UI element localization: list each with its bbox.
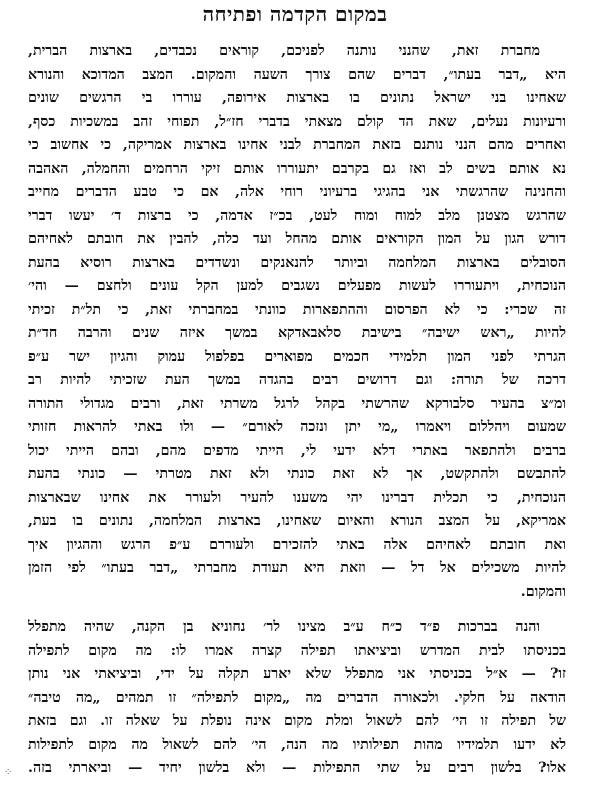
text-line: להתבשם ולהתקשט, אך לא זאת כונתי ולא זאת מטרתי — כונתי בהעת bbox=[28, 466, 566, 482]
text-line: אלו? בלשון רבים על שתי התפילות — ולא בלשון יחיד — וביארתי בזה. bbox=[28, 760, 566, 776]
text-line: והמקום. bbox=[520, 583, 566, 600]
text-line: לא ידעו תלמידיו מהות תפילותיו מה הנה, הי׳ להם לשאול מה מקום לתפילות bbox=[28, 736, 566, 753]
text-line: הסובלים בארצות המלחמה וביותר להנאנקים ונשדדים בארצות רוסיא בהעת bbox=[28, 254, 566, 271]
text-line: והחנינה שהרגשתי אני בהגיגי ברעיוני רוחי אלה, אם כי טבע הדברים מחייב bbox=[28, 184, 566, 200]
text-line: דורש הגון על המון הקוראים אותם מהחל ועד כלה, להבין את חובתם לאחיהם bbox=[28, 231, 566, 247]
paragraph-berachot bbox=[28, 616, 566, 781]
text-line: בכניסתו לבית המדרש וביציאתו תפילה קצרה אמרו לו: מה מקום לתפילה bbox=[28, 642, 566, 659]
text-line: של תפילה זו הי׳ להם לשאול ומלת מקום אינה נופלת על שאלה זו. וגם בזאת bbox=[28, 713, 566, 729]
text-line: להיות „ראש ישיבה״ בישיבת סלאבאדקא במשך איזה שנים והרבה חד״ת bbox=[28, 325, 566, 341]
text-line: אמריקא, על המצב הנורא והאיום שאחינו, בארצות המלחמה, נתונים בו בעת, bbox=[28, 513, 566, 529]
text-line: הגרתי לפני המון תלמידי חכמים מפוארים בפלפול עמוק והגיון ישר ע״פ bbox=[28, 348, 566, 365]
paragraph-intro bbox=[28, 40, 566, 604]
text-line: זו? — א״ל בכניסתי אני מתפלל שלא יארע תקלה על ידי, וביציאתי אני נותן bbox=[28, 666, 566, 682]
text-line: שהרגש מצטנן מלב למוח ומוח לעט, בכ״ז אדמה, כי ברצות ד׳ יעשו דברי bbox=[28, 207, 566, 224]
text-line: מחברת זאת, שהנני נותנה לפניכם, קוראים נכבדים, בארצות הברית, bbox=[28, 43, 540, 59]
text-line: זה שכרי: כי לא הפרסום וההתפארות כוונתי במחברתי זאת, כי תל״ת זכיתי bbox=[28, 301, 566, 318]
text-line: הודאה על חלקי. ולכאורה הדברים מה „מקום לתפילה״ זו תמהים „מה טיבה״ bbox=[28, 689, 566, 706]
text-line: דרכה של תורה: וגם דרושים רבים בהגדה במשך העת שזכיתי להיות רב bbox=[28, 372, 566, 388]
text-line: שאחינו בני ישראל נתונים בו בארצות אירופה, עוררו בי הרגשים שונים bbox=[28, 90, 566, 106]
document-body bbox=[28, 40, 566, 781]
text-line: נא אותם בשים לב ואז גם בקרבם יתעוררו אותם זיקי הרחמים והחמלה, האהבה bbox=[28, 160, 566, 177]
text-line: שמעום ויהללום ויאמרו „מי יתן ונזכה לאורם״ — ולו באתי להראות חזותי bbox=[28, 419, 566, 435]
scan-mark-icon: ⁘ bbox=[4, 767, 13, 778]
text-line: ומ״צ בהעיר סלבורקא שהרשתי בקהל לרגל משרתי זאת, ורבים מגדולי התורה bbox=[28, 395, 566, 412]
page-title: במקום הקדמה ופתיחה bbox=[202, 2, 388, 26]
text-line: הנוכחית, ויתעוררו לעשות מפעלים נשגבים למען הקל עונים ולחצם — והי׳ bbox=[28, 278, 566, 294]
text-line: ורעיונות נעלים, שאת הד קולם מצאתי בדברי חז״ל, תפוחי זהב במשכיות כסף, bbox=[28, 113, 566, 130]
text-line: היא „דבר בעתו״, דברים שהם צורך השעה והמקום. המצב המדוכא והנורא bbox=[28, 66, 566, 83]
text-line: להיות משכילים אל דל — וזאת היא תעודת מחברתי „דבר בעתו״ לפי הזמן bbox=[28, 560, 566, 576]
text-line: ברבים ולהתפאר באתרי דלא ידעי לי, הייתי מדפים מהם, ובהם הייתי יכול bbox=[28, 442, 566, 459]
text-line: ואת חובתם לאחיהם אלה באתי להזכירם ולעוררם ע״פ הרגש וההגיון איך bbox=[28, 536, 566, 553]
text-line: והנה בברכות פ״ד כ״ח ע״ב מצינו לר׳ נחוניא בן הקנה, שהיה מתפלל bbox=[28, 619, 540, 635]
text-line: ואחרים מהם הנני נותנם בזאת המחברת לבני אחינו בארצות אמריקה, כי אחשוב כי bbox=[28, 137, 566, 153]
text-line: הנוכחית, כי תכלית דברינו יהי משענו להעיר ולעורר את אחינו שבארצות bbox=[28, 489, 566, 506]
